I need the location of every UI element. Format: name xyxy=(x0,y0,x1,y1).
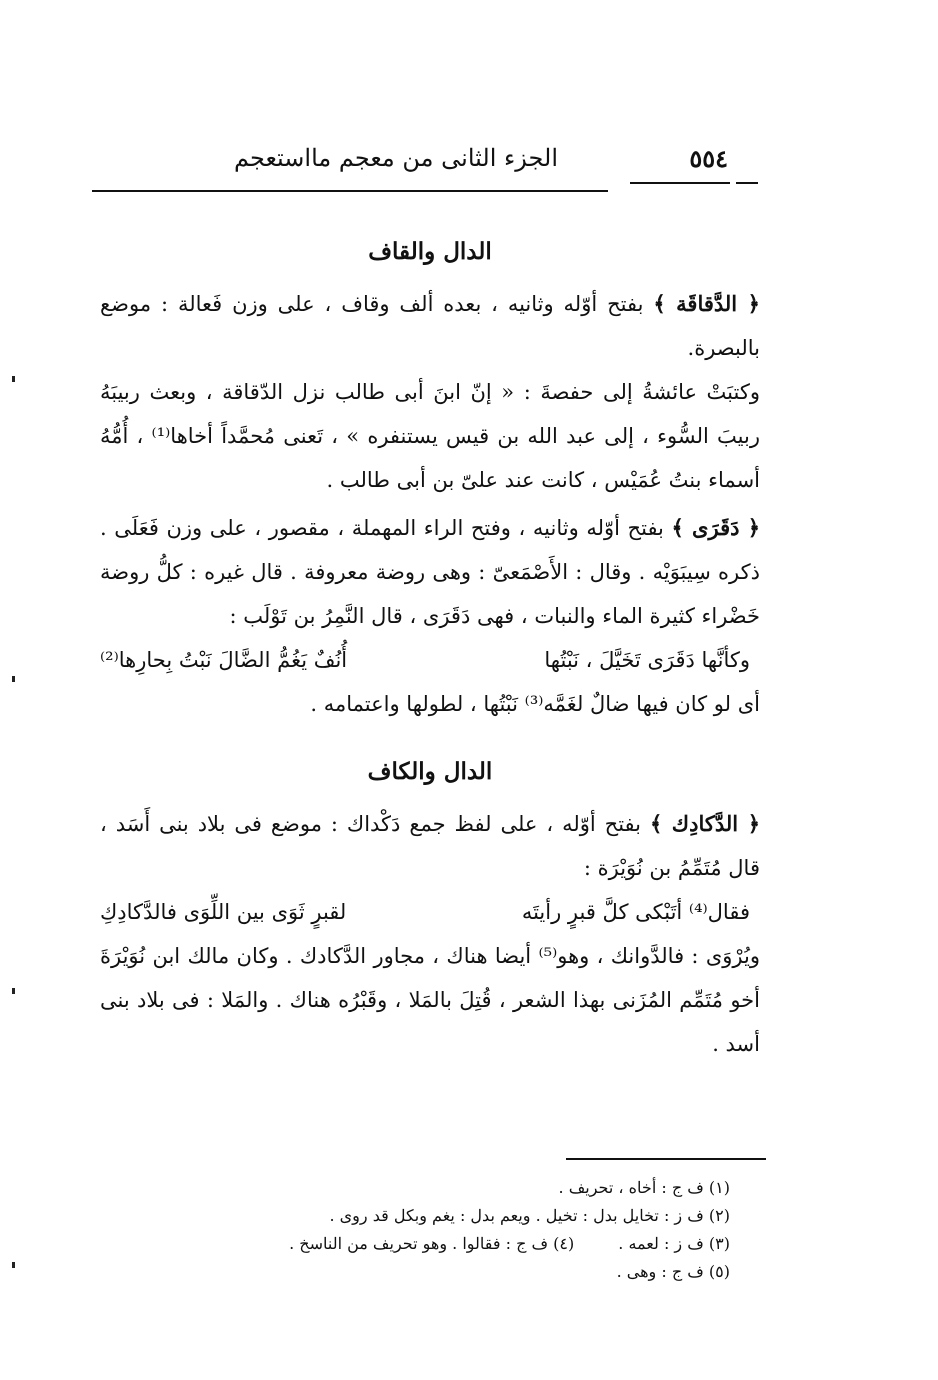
running-title: الجزء الثانى من معجم مااستعجم xyxy=(234,144,558,172)
entry-text: بفتح أوّله وثانيه ، وفتح الراء المهملة ، مقصور ، على وزن فَعَلَى . ذكره سِيبَوَيْه . وقال : الأَصْمَعىّ : وهى روضة معروفة . قال غيره : كلُّ روضة خَضْراء كثيرة الماء والنبات ، فهى دَقَرَى ، قال النَّمِرُ بن تَوْلَب : xyxy=(100,516,760,628)
verse-second-hemistich: أُنُفٌ يَغُمُّ الضَّالَ نَبْتُ بِحارِها⁽²⁾ xyxy=(100,648,348,672)
section-heading-dal-kaf: الدال والكاف xyxy=(367,758,493,785)
header-rule xyxy=(92,190,608,192)
verse-explanation: ويُرْوَى : فالدَّوانك ، وهو⁽⁵⁾ أيضا هناك ، مجاور الدَّكادك . وكان مالك ابن نُوَيْرَةَ أخو مُتَمِّم المُزَنى بهذا الشعر ، قُتِلَ بالمَلا ، وقَبْرُه هناك . والمَلا : فى بلاد بنى أسد . xyxy=(100,944,760,1056)
scan-margin-mark xyxy=(12,1262,15,1268)
entry-daqaqa-continuation: وكتبَتْ عائشةُ إلى حفصةَ : « إنّ ابنَ أبى طالب نزل الدّقاقة ، وبعث ربيبَهُ ربيبَ السُّوء ، إلى عبد الله بن قيس يستنفره » ، تَعنى مُحمَّداً أخاها⁽¹⁾ ، أُمُّهُ أسماء بنتُ عُمَيْس ، كانت عند علىّ بن أبى طالب . xyxy=(100,380,760,492)
page-header xyxy=(92,140,758,196)
footnote-1: (١) ف ج : أخاه ، تحريف . xyxy=(558,1178,730,1197)
footnote-rule xyxy=(566,1158,766,1160)
headword-dakadik: ﴿ الدَّكادِك ﴾ xyxy=(649,811,760,836)
verse-explanation: أى لو كان فيها ضالٌ لغَمَّه⁽³⁾ نَبْتُها ، لطولها واعتمامه . xyxy=(310,692,760,716)
footnote-row xyxy=(110,1230,730,1258)
page-number: ٥٥٤ xyxy=(689,144,728,173)
verse-first-hemistich: وكأنَّها دَقَرَى تَخَيَّلَ ، نَبْتُها xyxy=(544,648,750,672)
footnote-5: (٥) ف ج : وهى . xyxy=(616,1262,730,1281)
scan-margin-mark xyxy=(12,988,15,994)
section-heading-dal-qaf: الدال والقاف xyxy=(368,238,492,265)
footnotes xyxy=(110,1174,730,1286)
poem-verse xyxy=(100,890,760,934)
headword-daqara: ﴿ دَقَرَى ﴾ xyxy=(671,515,760,540)
entry-text: بفتح أوّله وثانيه ، بعده ألف وقاف ، على وزن فَعالة : موضع بالبصرة. xyxy=(100,292,760,360)
entry-dakadik xyxy=(100,802,760,890)
header-rule-short xyxy=(630,182,730,184)
header-rule-tick xyxy=(736,182,758,184)
scan-margin-mark xyxy=(12,376,15,382)
poem-verse xyxy=(100,638,760,682)
footnote-4: (٤) ف ج : فقالوا . وهو تحريف من الناسخ . xyxy=(289,1234,575,1253)
footnote-3: (٣) ف ز : لعمه . xyxy=(618,1234,730,1253)
main-text xyxy=(100,224,760,1066)
verse-first-hemistich: فقال⁽⁴⁾ أتَبْكى كلَّ قبرٍ رأيتَه xyxy=(521,900,750,924)
entry-text: بفتح أوّله ، على لفظ جمع دَكْداك : موضع فى بلاد بنى أَسَد ، قال مُتَمِّمُ بن نُوَيْرَة : xyxy=(100,812,760,880)
entry-daqaqa xyxy=(100,282,760,370)
scan-margin-mark xyxy=(12,676,15,682)
footnote-2: (٢) ف ز : تخايل بدل : تخيل . ويعم بدل : يغم وبكل قد روى . xyxy=(329,1206,730,1225)
headword-daqaqa: ﴿ الدَّقاقَة ﴾ xyxy=(653,291,760,316)
verse-second-hemistich: لقبرٍ ثَوَى بين اللِّوَى فالدَّكادِكِ xyxy=(100,900,347,924)
entry-daqara xyxy=(100,506,760,638)
